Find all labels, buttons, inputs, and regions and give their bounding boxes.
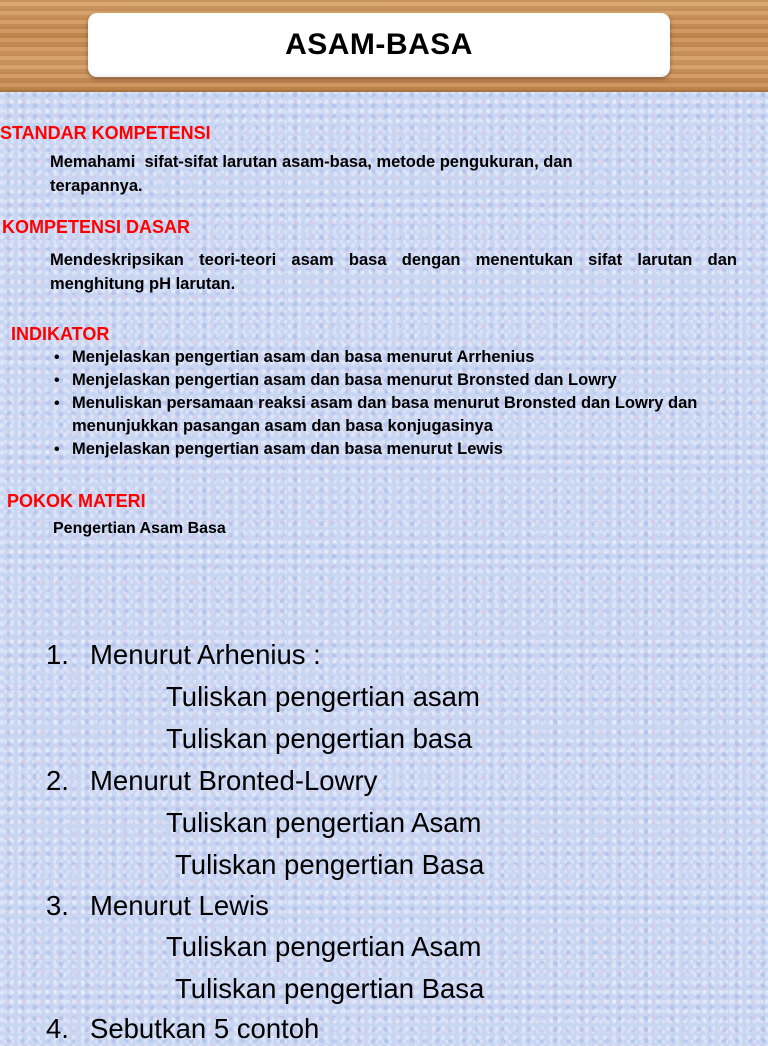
- indikator-item: [52, 438, 732, 461]
- indikator-item: [52, 346, 732, 369]
- outline-sub-basa: Tuliskan pengertian Basa: [175, 849, 485, 880]
- outline-label: Menurut Bronted-Lowry: [90, 765, 378, 796]
- outline-number: 4.: [46, 1013, 69, 1044]
- bullet-icon: •: [54, 349, 60, 366]
- indikator-heading: INDIKATOR: [11, 324, 110, 344]
- outline-number: 3.: [46, 890, 69, 921]
- standar-kompetensi-line-1: Memahami sifat-sifat larutan asam-basa, metode pengukuran, dan: [50, 153, 573, 171]
- indikator-item: [52, 369, 732, 392]
- standar-kompetensi-heading: STANDAR KOMPETENSI: [0, 123, 211, 143]
- pokok-materi-text: Pengertian Asam Basa: [53, 520, 226, 537]
- outline-item-arhenius: [46, 638, 321, 672]
- header-wood-band: [0, 0, 768, 92]
- outline-sub-asam: Tuliskan pengertian Asam: [166, 807, 482, 838]
- indikator-item-text: Menjelaskan pengertian asam dan basa menurut Lewis: [72, 440, 503, 458]
- kompetensi-dasar-text: Mendeskripsikan teori-teori asam basa dengan menentukan sifat larutan dan menghitung pH larutan.: [50, 251, 737, 293]
- indikator-item-text: Menjelaskan pengertian asam dan basa menurut Bronsted dan Lowry: [72, 371, 617, 389]
- outline-number: 2.: [46, 765, 69, 796]
- bullet-icon: •: [54, 372, 60, 389]
- outline-label: Menurut Arhenius :: [90, 639, 321, 670]
- outline-number: 1.: [46, 639, 69, 670]
- page-title: ASAM-BASA: [285, 28, 473, 61]
- outline-item-contoh: [46, 1012, 319, 1046]
- indikator-item: [52, 392, 732, 438]
- outline-sub-basa: Tuliskan pengertian Basa: [175, 973, 485, 1004]
- title-card: [88, 13, 670, 77]
- bullet-icon: •: [54, 441, 60, 458]
- outline-label: Menurut Lewis: [90, 890, 269, 921]
- bullet-icon: •: [54, 395, 60, 412]
- outline-sub-basa: Tuliskan pengertian basa: [166, 723, 473, 754]
- outline-label: Sebutkan 5 contoh: [90, 1013, 320, 1044]
- outline-item-bronted-lowry: [46, 764, 377, 798]
- outline-sub-asam: Tuliskan pengertian Asam: [166, 931, 482, 962]
- outline-item-lewis: [46, 889, 269, 923]
- outline-sub-asam: Tuliskan pengertian asam: [166, 681, 480, 712]
- pokok-materi-heading: POKOK MATERI: [7, 491, 146, 511]
- kompetensi-dasar-heading: KOMPETENSI DASAR: [2, 217, 191, 237]
- standar-kompetensi-line-2: terapannya.: [50, 177, 143, 195]
- indikator-item-text: Menuliskan persamaan reaksi asam dan basa menurut Bronsted dan Lowry dan menunjukkan pasangan asam dan basa konjugasinya: [72, 394, 698, 435]
- indikator-list: [52, 346, 732, 461]
- standar-kompetensi-text: [50, 150, 740, 198]
- indikator-item-text: Menjelaskan pengertian asam dan basa menurut Arrhenius: [72, 348, 535, 366]
